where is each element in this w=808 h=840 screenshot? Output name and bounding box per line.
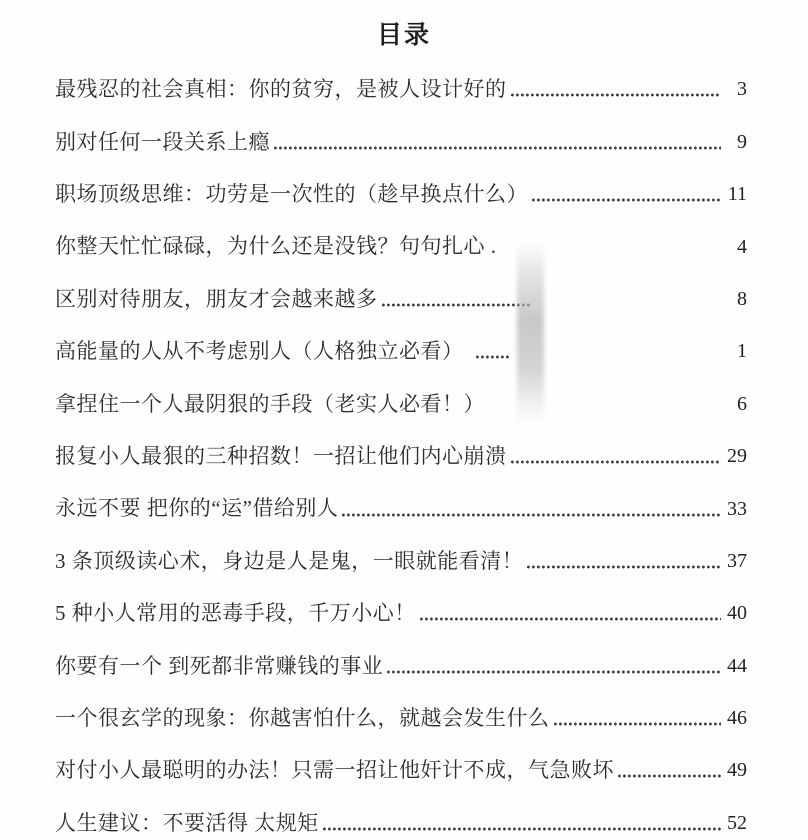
toc-entry-title: 区别对待朋友，朋友才会越来越多 — [55, 286, 378, 311]
toc-entry[interactable] — [55, 49, 747, 101]
toc-entry-title: 永远不要 把你的“运”借给别人 — [55, 496, 339, 521]
toc-entry[interactable] — [55, 521, 747, 573]
dot-leader — [501, 250, 722, 256]
dot-leader — [476, 354, 510, 360]
toc-entry-title: 报复小人最狠的三种招数！一招让他们内心崩溃 — [55, 443, 507, 468]
toc-entry-page-number: 52 — [727, 811, 747, 834]
toc-entry-page-number: 40 — [727, 602, 747, 625]
toc-entry-page-number: 4 — [737, 235, 747, 258]
toc-entry-title: 3 条顶级读心术，身边是人是鬼，一眼就能看清！ — [55, 548, 524, 573]
toc-entry-page-number: 46 — [727, 707, 747, 730]
dot-leader — [489, 407, 721, 413]
dot-leader — [511, 459, 722, 465]
toc-entry[interactable] — [55, 363, 747, 415]
toc-entry-title: 人生建议：不要活得 太规矩 — [55, 810, 319, 835]
toc-entry-page-number: 37 — [727, 549, 747, 572]
toc-entry[interactable] — [55, 154, 747, 206]
toc-entry[interactable] — [55, 625, 747, 677]
dot-leader — [511, 92, 722, 98]
toc-entry-title: 职场顶级思维：功劳是一次性的（趁早换点什么） — [55, 182, 528, 207]
toc-entry-page-number: 3 — [737, 78, 747, 101]
toc-entry-page-number: 9 — [737, 130, 747, 153]
dot-leader — [532, 197, 721, 203]
dot-leader — [420, 616, 721, 622]
toc-entry[interactable] — [55, 678, 747, 730]
toc-entry-title: 一个很玄学的现象：你越害怕什么，就越会发生什么 — [55, 705, 550, 730]
toc-entry-title: 拿捏住一个人最阴狠的手段（老实人必看！） — [55, 391, 485, 416]
toc-entry-title: 你要有一个 到死都非常赚钱的事业 — [55, 653, 384, 678]
dot-leader — [554, 721, 722, 727]
toc-entry-title: 5 种小人常用的恶毒手段，千万小心！ — [55, 601, 416, 626]
toc-entry[interactable] — [55, 573, 747, 625]
toc-entry[interactable] — [55, 259, 747, 311]
toc-entry[interactable] — [55, 730, 747, 782]
toc-entry-page-number: 49 — [727, 759, 747, 782]
toc-entry[interactable] — [55, 782, 747, 834]
dot-leader — [618, 773, 721, 779]
dot-leader — [342, 512, 721, 518]
toc-entry-title: 最残忍的社会真相：你的贫穷，是被人设计好的 — [55, 77, 507, 102]
dot-leader — [274, 145, 721, 151]
table-of-contents — [55, 49, 747, 835]
toc-entry-title: 别对任何一段关系上瘾 — [55, 129, 270, 154]
toc-entry[interactable] — [55, 311, 747, 363]
toc-entry[interactable] — [55, 416, 747, 468]
toc-entry-title: 对付小人最聪明的办法！只需一招让他奸计不成，气急败坏 — [55, 758, 614, 783]
toc-entry[interactable] — [55, 101, 747, 153]
toc-entry-page-number: 33 — [727, 497, 747, 520]
toc-entry-page-number: 1 — [737, 340, 747, 363]
dot-leader — [382, 302, 530, 308]
toc-entry-page-number: 29 — [727, 445, 747, 468]
toc-entry[interactable] — [55, 206, 747, 258]
toc-entry-page-number: 44 — [727, 654, 747, 677]
toc-entry-page-number: 11 — [727, 183, 747, 206]
dot-leader — [527, 564, 721, 570]
toc-entry-title: 你整天忙忙碌碌，为什么还是没钱？句句扎心 . — [55, 234, 497, 259]
toc-entry-page-number: 8 — [737, 287, 747, 310]
page-title: 目录 — [376, 22, 431, 49]
toc-entry-page-number: 6 — [737, 392, 747, 415]
dot-leader — [387, 669, 721, 675]
dot-leader — [323, 826, 721, 832]
toc-entry-title: 高能量的人从不考虑别人（人格独立必看） — [55, 339, 464, 364]
toc-entry[interactable] — [55, 468, 747, 520]
